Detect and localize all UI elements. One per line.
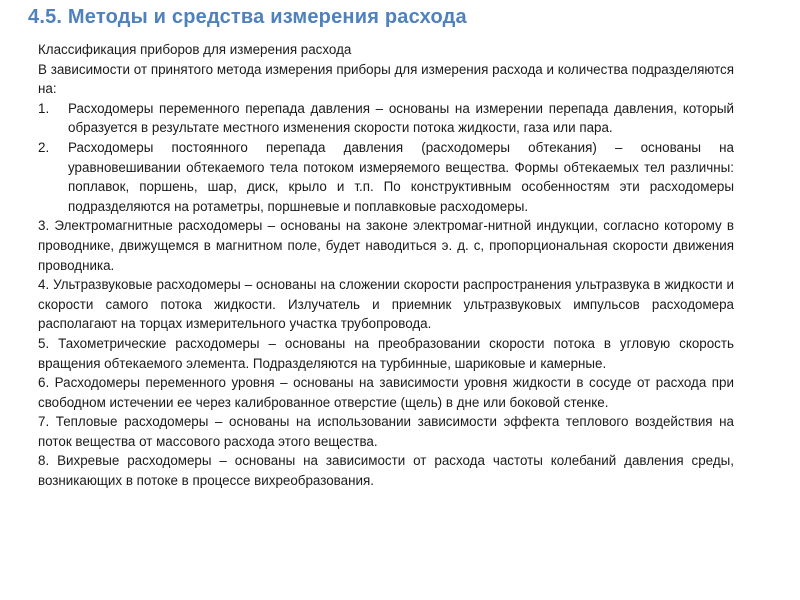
classification-heading: Классификация приборов для измерения расхода xyxy=(38,42,352,57)
list-item xyxy=(38,138,734,216)
paragraph-vortex: 8. Вихревые расходомеры – основаны на зависимости от расхода частоты колебаний давления среды, возникающих в потоке в процессе вихреобразования. xyxy=(38,453,734,489)
slide-title: 4.5. Методы и средства измерения расхода xyxy=(28,6,467,28)
slide-body xyxy=(38,40,734,491)
paragraph-thermal: 7. Тепловые расходомеры – основаны на использовании зависимости эффекта теплового воздействия на поток вещества от массового расхода этого вещества. xyxy=(38,414,734,449)
paragraph-electromagnetic: 3. Электромагнитные расходомеры – основаны на законе электромаг-нитной индукции, согласно которому в проводнике, движущемся в магнитном поле, будет наводиться э. д. с, пропорциональная скорости движения проводника. xyxy=(38,218,734,273)
list-item xyxy=(38,99,734,138)
list-item-text: Расходомеры переменного перепада давления – основаны на измерении перепада давления, который образуется в результате местного изменения скорости потока жидкости, газа или пара. xyxy=(68,100,734,136)
list-item-number: 1. xyxy=(38,100,50,116)
list-item-number: 2. xyxy=(38,139,50,155)
intro-paragraph: В зависимости от принятого метода измерения приборы для измерения расхода и количества подразделяются на: xyxy=(38,61,734,97)
list-item-text: Расходомеры постоянного перепада давления (расходомеры обтекания) – основаны на уравновешивании обтекаемого тела потоком измеряемого вещества. Формы обтекаемых тел различны: поплавок, поршень, шар, диск, крыло и т.п. По конструктивным особенностям эти расходомеры подразделяются на ротаметры, поршневые и поплавковые расходомеры. xyxy=(68,139,734,214)
paragraph-ultrasonic: 4. Ультразвуковые расходомеры – основаны на сложении скорости распространения ультразвука в жидкости и скорости самого потока жидкости. Излучатель и приемник ультразвуковых импульсов расходомера располагают на торцах измерительного участка трубопровода. xyxy=(38,277,734,332)
paragraph-tachometric: 5. Тахометрические расходомеры – основаны на преобразовании скорости потока в угловую скорость вращения обтекаемого элемента. Подразделяются на турбинные, шариковые и камерные. xyxy=(38,335,734,371)
paragraph-variable-level: 6. Расходомеры переменного уровня – основаны на зависимости уровня жидкости в сосуде от расхода при свободном истечении ее через калиброванное отверстие (щель) в дне или боковой стенке. xyxy=(38,375,734,410)
